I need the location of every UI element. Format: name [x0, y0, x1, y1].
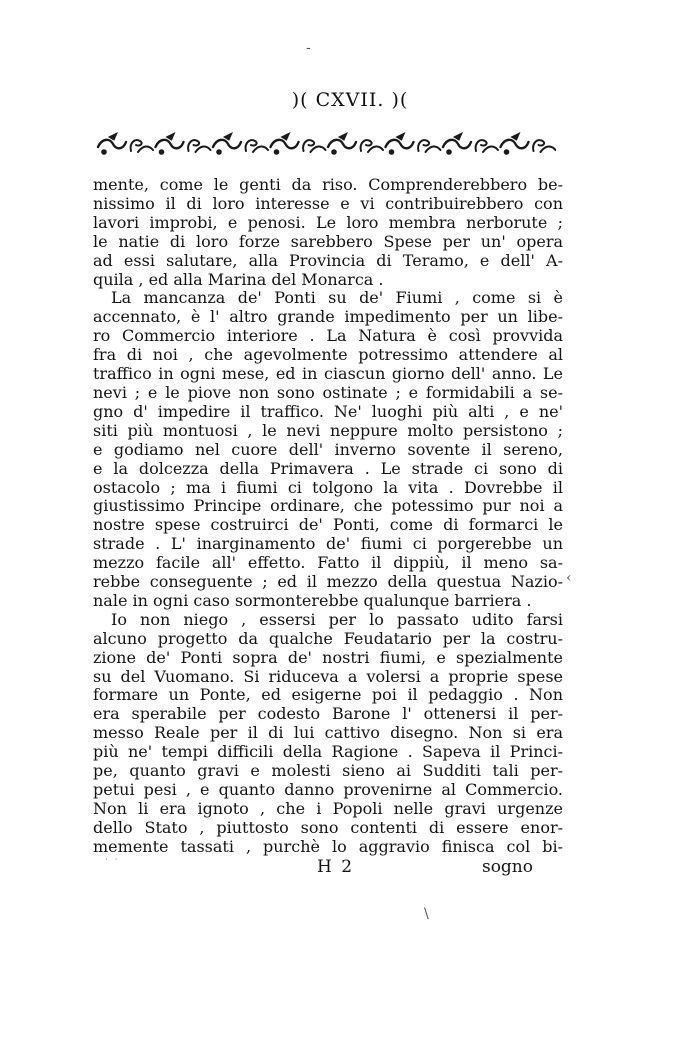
margin-mark: ‹: [566, 570, 572, 586]
page-number-header: )( CXVII. )(: [291, 89, 409, 111]
text-line: formare un Ponte, ed esigerne poi il pedaggio . Non: [93, 685, 563, 705]
paragraph-first-line: Io non niego , essersi per lo passato udito farsi: [111, 609, 563, 629]
text-line: ostacolo ; ma i fiumi ci tolgono la vita . Dovrebbe il: [93, 477, 563, 497]
text-line: siti più montuosi , le nevi neppure molto persistono ;: [93, 420, 563, 440]
text-line: e la dolcezza della Primavera . Le strade ci sono di: [93, 458, 563, 478]
text-line: zione de' Ponti sopra de' nostri fiumi, e spezialmente: [93, 647, 563, 667]
text-line: accennato, è l' altro grande impedimento per un libe-: [93, 307, 563, 327]
signature-mark: H 2: [317, 857, 355, 877]
ink-specks: · ·: [105, 855, 120, 865]
catchword: sogno: [481, 857, 533, 877]
text-line: e godiamo nel cuore dell' inverno sovente il sereno,: [93, 439, 563, 459]
text-line: fra di noi , che agevolmente potressimo attendere al: [93, 345, 563, 365]
text-line: lavori improbi, e penosi. Le loro membra nerborute ;: [93, 212, 563, 232]
text-line: nissimo il di loro interesse e vi contribuirebbero con: [93, 193, 563, 213]
text-line: mezzo facile all' effetto. Fatto il dippiù, il meno sa-: [93, 553, 563, 573]
text-line: ad essi salutare, alla Provincia di Teramo, e dell' A-: [93, 250, 563, 270]
text-line: memente tassati , purchè lo aggravio finisca col bi-: [93, 836, 563, 856]
text-line: alcuno progetto da qualche Feudatario per la costru-: [93, 628, 563, 648]
text-line: su del Vuomano. Si riduceva a volersi a proprie spese: [93, 666, 563, 686]
ink-speck: -: [306, 40, 311, 56]
text-line: mente, come le genti da riso. Comprenderebbero be-: [93, 175, 563, 194]
text-line: era sperabile per codesto Barone l' ottenersi il per-: [93, 704, 563, 724]
text-line: messo Reale per il di lui cattivo disegno. Non si era: [93, 723, 563, 743]
text-line: gno d' impedire il traffico. Ne' luoghi più alti , e ne': [93, 401, 563, 421]
text-line: giustissimo Principe ordinare, che potessimo pur noi a: [93, 496, 563, 516]
text-line: nostre spese costruirci de' Ponti, come di formarci le: [93, 515, 563, 535]
page-footer: [93, 857, 533, 879]
text-line: petui pesi , e quanto danno provenirne al Commercio.: [93, 780, 563, 799]
text-line: le natie di loro forze sarebbero Spese per un' opera: [93, 231, 563, 251]
text-line: Non li era ignoto , che i Popoli nelle gravi urgenze: [93, 798, 563, 818]
printers-ornament-icon: [96, 127, 556, 161]
text-line: nale in ogni caso sormonterebbe qualunque barriera .: [93, 590, 532, 610]
text-line: pe, quanto gravi e molesti sieno ai Sudditi tali per-: [93, 761, 563, 781]
text-line: rebbe conseguente ; ed il mezzo della questua Nazio-: [93, 572, 563, 592]
paragraph-first-line: La mancanza de' Ponti su de' Fiumi , come si è: [111, 288, 563, 308]
text-line: traffico in ogni mese, ed in ciascun giorno dell' anno. Le: [93, 364, 563, 384]
text-line: strade . L' inarginamento de' fiumi ci porgerebbe un: [93, 534, 563, 554]
text-line: dello Stato , piuttosto sono contenti di essere enor-: [93, 817, 563, 837]
text-line: quila , ed alla Marina del Monarca .: [93, 269, 384, 289]
text-line: nevi ; e le piove non sono ostinate ; e formidabili a se-: [93, 382, 563, 402]
text-line: ro Commercio interiore . La Natura è così provvida: [93, 326, 563, 346]
text-line: più ne' tempi difficili della Ragione . Sapeva il Princi-: [93, 742, 563, 762]
ink-speck: \: [424, 906, 429, 922]
main-text: [93, 176, 563, 857]
